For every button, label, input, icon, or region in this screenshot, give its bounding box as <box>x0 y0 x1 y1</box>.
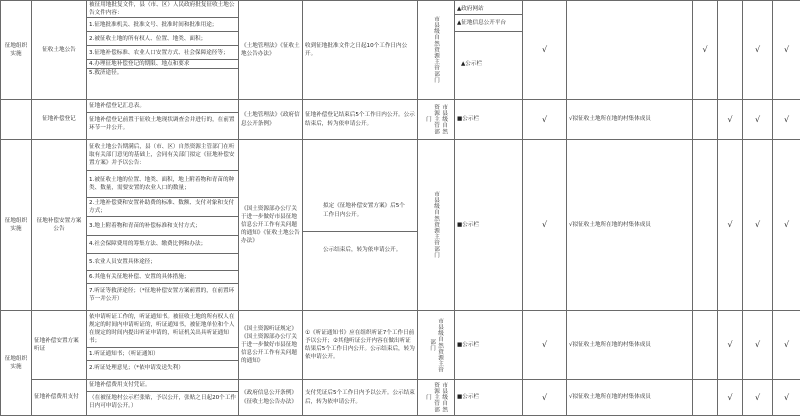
item-cell: 征地补偿登记 <box>32 100 87 140</box>
empty-cell <box>693 140 718 311</box>
content-line: 2.土地补偿费和安置补助费的标准、数额、支付对象和支付方式； <box>87 198 238 217</box>
timing-cell <box>303 140 418 311</box>
content-cell <box>87 311 239 380</box>
empty-cell <box>693 100 718 140</box>
table-row <box>1 140 800 311</box>
table-row <box>1 1 800 100</box>
category-cell <box>1 100 32 140</box>
table-row <box>1 380 800 416</box>
item-cell: 征地补偿安置方案公告 <box>32 140 87 311</box>
content-line: 征收土地公告期满后，县（市、区）自然资源主管部门在听取有关部门意见的基础上，会同有关部门拟定《征地补偿安置方案》并予以公告： <box>87 140 238 171</box>
item-cell: 征地补偿安置方案听证 <box>32 311 87 380</box>
check-mark: √ <box>743 311 773 380</box>
scope-cell: √拟征收土地所在地的村集体成员 <box>567 311 693 380</box>
content-line: 3.地上附着物和青苗的补偿标准和支付方式； <box>87 217 238 236</box>
check-mark: √ <box>743 140 773 311</box>
scope-cell <box>567 1 693 100</box>
timing-line: 公示结束后，转为依申请公开。 <box>303 231 417 266</box>
check-mark: √ <box>523 100 567 140</box>
scope-cell: √拟征收土地所在地的村集体成员 <box>567 140 693 311</box>
check-mark: √ <box>743 380 773 416</box>
scope-cell: √拟征收土地所在地的村集体成员 <box>567 380 693 416</box>
table-row <box>1 311 800 380</box>
content-line: 6.其他有关征地补偿、安置的具体措施； <box>87 271 238 284</box>
basis-cell: 《政府信息公开条例》《征收土地公告办法》 <box>239 380 303 416</box>
content-line: 2.被征收土地的所有权人、位置、地类、面积； <box>87 32 238 46</box>
content-line: 被征用地批复文件，县（市、区）人民政府批复征收土地公告文件内容： <box>87 1 238 18</box>
timing-cell: 支付凭证后5个工作日内予以公开。公示结束后，转为依申请公开。 <box>303 380 418 416</box>
basis-cell: 《土地管理法》《征收土地公告办法》 <box>239 1 303 100</box>
basis-cell: 《国土资源部办公厅关于进一步做好市县征地信息公开工作有关问题的通知》《征收土地公告办法》 <box>239 140 303 311</box>
subject-cell: 市县级自然资源主管部门 <box>418 311 455 380</box>
channel-cell: ■公示栏 <box>455 380 523 416</box>
content-line: 1.被征收土地的位置、地类、面积，地上附着物和青苗的种类、数量，需要安置的农业人口的数量； <box>87 171 238 198</box>
content-line: 征地补偿费用支付凭证。 <box>87 380 238 392</box>
check-mark: √ <box>773 380 800 416</box>
content-line: 3.征地补偿标准、农业人口安置方式、社会保障途径等； <box>87 46 238 60</box>
check-mark: √ <box>523 140 567 311</box>
content-line: 2.听证处理意见；（*依申请发送失利） <box>87 361 238 376</box>
check-mark: √ <box>523 1 567 100</box>
category-cell: 征地组织实施 <box>1 1 32 100</box>
channel-item: ▲征地信息公开平台 <box>455 15 522 32</box>
subject-cell: 市县级自然资源主管部门 <box>418 380 455 416</box>
check-mark: √ <box>743 1 773 100</box>
content-line: 征地补偿登记前置于征收土地现状调查会并进行的，在前置环节一并公开。 <box>87 113 238 136</box>
check-mark: √ <box>718 311 743 380</box>
content-line: 1.征地批准机关、批准文号、批准时间和批准用途； <box>87 18 238 32</box>
channel-item: ▲政府网站 <box>455 4 522 15</box>
timing-cell: 征地补偿登记结束后5个工作日内公开。公示结束后，转为依申请公开。 <box>303 100 418 140</box>
subject-cell: 市县级自然资源主管部门 <box>418 140 455 311</box>
item-cell: 征地补偿费用支付 <box>32 380 87 416</box>
content-cell <box>87 100 239 140</box>
timing-cell: 收到征地批准文件之日起10个工作日内公开。 <box>303 1 418 100</box>
check-mark: √ <box>773 140 800 311</box>
empty-cell <box>718 1 743 100</box>
check-mark: √ <box>718 380 743 416</box>
channel-cell: ■公示栏 <box>455 311 523 380</box>
empty-cell <box>693 311 718 380</box>
scope-cell: √拟征收土地所在地的村集体成员 <box>567 100 693 140</box>
basis-cell: 《国土资源听证规定》《国土资源部办公厅关于进一步做好市县征地信息公开工作有关问题的通知》 <box>239 311 303 380</box>
item-cell: 征收土地公告 <box>32 1 87 100</box>
channel-cell <box>455 1 523 100</box>
timing-cell: ①《听证通知书》应在组织听证7个工作日前予以公开；②其他听证公开内容在做出听证结果后5个工作日内公开。公示结束后，转为依申请公开。 <box>303 311 418 380</box>
check-mark: √ <box>743 100 773 140</box>
timing-line: 拟定《征地补偿安置方案》后5个工作日内公开。 <box>303 185 417 232</box>
empty-cell <box>693 380 718 416</box>
subject-cell: 市县级自然资源主管部门 <box>418 1 455 100</box>
content-line: 依申请听证工作的，听证通知书。被征收土地的所有权人在规定的时间内申请听证的，听证通知书，被征地单位和个人在规定的时间内提出听证申请的，听证机关出具听证通知书； <box>87 311 238 348</box>
channel-cell: ■公示栏 <box>455 100 523 140</box>
channel-cell: ■公示栏 <box>455 140 523 311</box>
category-cell: 征地组织实施 <box>1 311 32 416</box>
category-cell: 征地组织实施 <box>1 140 32 311</box>
table-row <box>1 100 800 140</box>
check-mark: √ <box>718 140 743 311</box>
check-mark: √ <box>773 1 800 100</box>
content-line: 征地补偿登记汇总表。 <box>87 100 238 113</box>
content-line: 5.农业人员安置具体途径； <box>87 254 238 271</box>
content-line: 5.救济途径。 <box>87 69 238 78</box>
content-line: 1.听证通知书；（听证通知） <box>87 348 238 361</box>
check-mark: √ <box>693 1 718 100</box>
content-cell <box>87 1 239 100</box>
basis-cell: 《土地管理法》《政府信息公开条例》 <box>239 100 303 140</box>
subject-cell: 市县级自然资源主管部门 <box>418 100 455 140</box>
check-mark: √ <box>773 100 800 140</box>
content-line: 7.听证等救济途径；（*征地补偿安置方案前置的，在前置环节一并公开） <box>87 284 238 307</box>
content-line: 4.社会保障费用的筹集方法、缴费比例和办法； <box>87 236 238 254</box>
channel-item: ▲公示栏 <box>455 32 522 97</box>
content-cell <box>87 140 239 311</box>
content-cell <box>87 380 239 416</box>
content-line: 4.办理征地补偿登记的期限、地点和要求 <box>87 60 238 69</box>
check-mark: √ <box>523 380 567 416</box>
check-mark: √ <box>523 311 567 380</box>
content-line: （在被征地村公示栏张贴，予以公开，张贴之日起20个工作日内可申请公开。） <box>87 392 238 413</box>
check-mark: √ <box>718 100 743 140</box>
check-mark: √ <box>773 311 800 380</box>
